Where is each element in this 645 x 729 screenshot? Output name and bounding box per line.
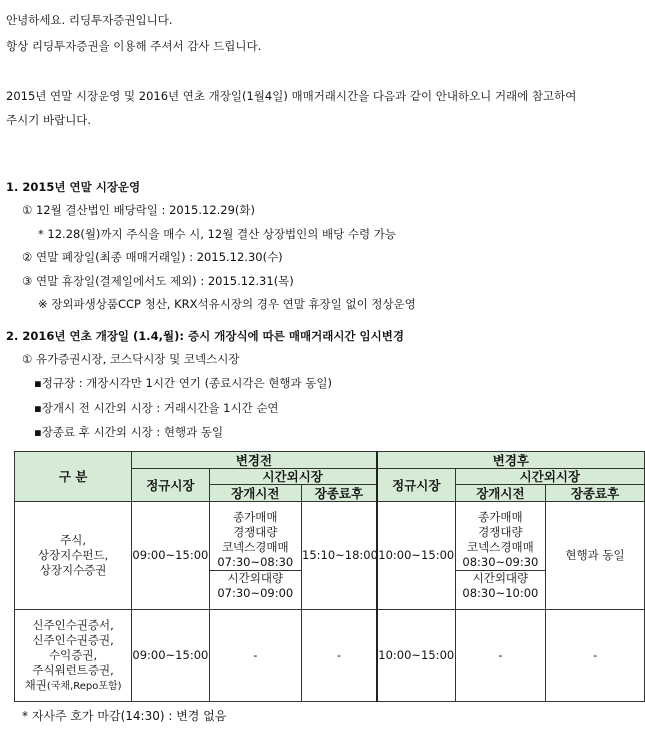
row1-before-bulk-line: 07:30~09:00 xyxy=(217,586,294,600)
row1-after-post-close: 현행과 동일 xyxy=(546,502,645,610)
row1-after-pre-line: 코넥스경매매 xyxy=(467,540,534,554)
section2-item-1: ① 유가증권시장, 코스닥시장 및 코넥스시장 xyxy=(22,352,240,366)
row2-before-regular: 09:00~15:00 xyxy=(132,610,209,702)
row1-before-pre-open xyxy=(209,502,301,610)
section2-bullet-3: ▪장종료 후 시간외 시장 : 현행과 동일 xyxy=(34,425,224,439)
intro-line-1: 2015년 연말 시장운영 및 2016년 연초 개장일(1월4일) 매매거래시간을 다음과 같이 안내하오니 거래에 참고하여 xyxy=(6,89,577,103)
section1-title: 1. 2015년 연말 시장운영 xyxy=(6,180,141,194)
header-before-pre-open: 장개시전 xyxy=(209,485,301,502)
row1-after-bulk-line: 시간외대량 xyxy=(472,571,529,585)
footer-note: * 자사주 호가 마감(14:30) : 변경 없음 xyxy=(22,709,227,723)
row1-after-pre-line: 경쟁대량 xyxy=(478,525,523,539)
row1-before-post-close: 15:10~18:00 xyxy=(302,502,377,610)
greeting-line-2: 항상 리딩투자증권을 이용해 주셔서 감사 드립니다. xyxy=(6,39,262,53)
row2-category-line: 주식워런트증권, xyxy=(32,662,114,677)
section2-bullet-2: ▪장개시 전 시간외 시장 : 거래시간을 1시간 순연 xyxy=(34,401,279,415)
section1-item-3: ③ 연말 휴장일(결제일에서도 제외) : 2015.12.31(목) xyxy=(22,274,294,288)
section1-item-1: ① 12월 결산법인 배당락일 : 2015.12.29(화) xyxy=(22,203,256,217)
header-before: 변경전 xyxy=(132,452,377,469)
header-category: 구 분 xyxy=(15,452,132,502)
row1-category-line: 상장지수펀드, xyxy=(37,548,109,562)
row1-after-bulk-line: 08:30~10:00 xyxy=(462,586,539,600)
section1-item-3-note: ※ 장외파생상품CCP 청산, KRX석유시장의 경우 연말 휴장일 없이 정상운영 xyxy=(38,297,416,311)
table-row-warrants-bonds xyxy=(15,610,645,702)
header-after-regular: 정규시장 xyxy=(377,469,455,502)
row2-category-line: 신주인수권증서, xyxy=(32,617,114,632)
intro-line-2: 주시기 바랍니다. xyxy=(6,113,92,127)
row1-category xyxy=(15,502,132,610)
row2-category-bond: 채권 xyxy=(24,677,47,692)
row2-before-pre-open: - xyxy=(209,610,301,702)
header-before-regular: 정규시장 xyxy=(132,469,209,502)
trading-hours-table xyxy=(14,451,645,702)
header-after-afterhours: 시간외시장 xyxy=(455,469,644,485)
row1-after-regular: 10:00~15:00 xyxy=(377,502,455,610)
row2-category-line: 신주인수권증권, xyxy=(32,632,114,647)
header-after-pre-open: 장개시전 xyxy=(455,485,545,502)
row1-after-pre-open xyxy=(455,502,545,610)
section2-title: 2. 2016년 연초 개장일 (1.4,월): 증시 개장식에 따른 매매거래시간 임시변경 xyxy=(6,329,404,343)
row2-after-regular: 10:00~15:00 xyxy=(377,610,455,702)
row1-after-pre-line: 08:30~09:30 xyxy=(462,555,539,569)
header-before-afterhours: 시간외시장 xyxy=(209,469,377,485)
row1-before-bulk-line: 시간외대량 xyxy=(227,571,284,585)
table-row-stocks xyxy=(15,502,645,610)
section1-item-2: ② 연말 폐장일(최종 매매거래일) : 2015.12.30(수) xyxy=(22,250,283,264)
row1-before-pre-line: 종가매매 xyxy=(233,510,278,524)
row1-category-line: 주식, xyxy=(60,533,87,547)
row2-after-pre-open: - xyxy=(455,610,545,702)
row2-category xyxy=(15,610,132,702)
row1-before-pre-line: 07:30~08:30 xyxy=(217,555,294,569)
greeting-line-1: 안녕하세요. 리딩투자증권입니다. xyxy=(6,13,173,27)
section2-bullet-1: ▪정규장 : 개장시각만 1시간 연기 (종료시각은 현행과 동일) xyxy=(34,376,332,390)
row1-category-line: 상장지수증권 xyxy=(39,563,107,577)
row1-before-pre-line: 경쟁대량 xyxy=(233,525,278,539)
row1-before-pre-line: 코넥스경매매 xyxy=(221,540,289,554)
row2-before-post-close: - xyxy=(302,610,377,702)
header-before-post-close: 장종료후 xyxy=(302,485,377,502)
row2-category-line: 수익증권, xyxy=(49,647,98,662)
header-after: 변경후 xyxy=(377,452,645,469)
row2-category-last xyxy=(15,678,131,694)
header-after-post-close: 장종료후 xyxy=(546,485,645,502)
row1-after-pre-line: 종가매매 xyxy=(478,510,523,524)
row2-after-post-close: - xyxy=(546,610,645,702)
section1-item-1-note: * 12.28(월)까지 주식을 매수 시, 12월 결산 상장법인의 배당 수령 가능 xyxy=(38,227,396,241)
row1-before-regular: 09:00~15:00 xyxy=(132,502,209,610)
row2-category-bond-note: (국채,Repo포함) xyxy=(46,680,122,692)
